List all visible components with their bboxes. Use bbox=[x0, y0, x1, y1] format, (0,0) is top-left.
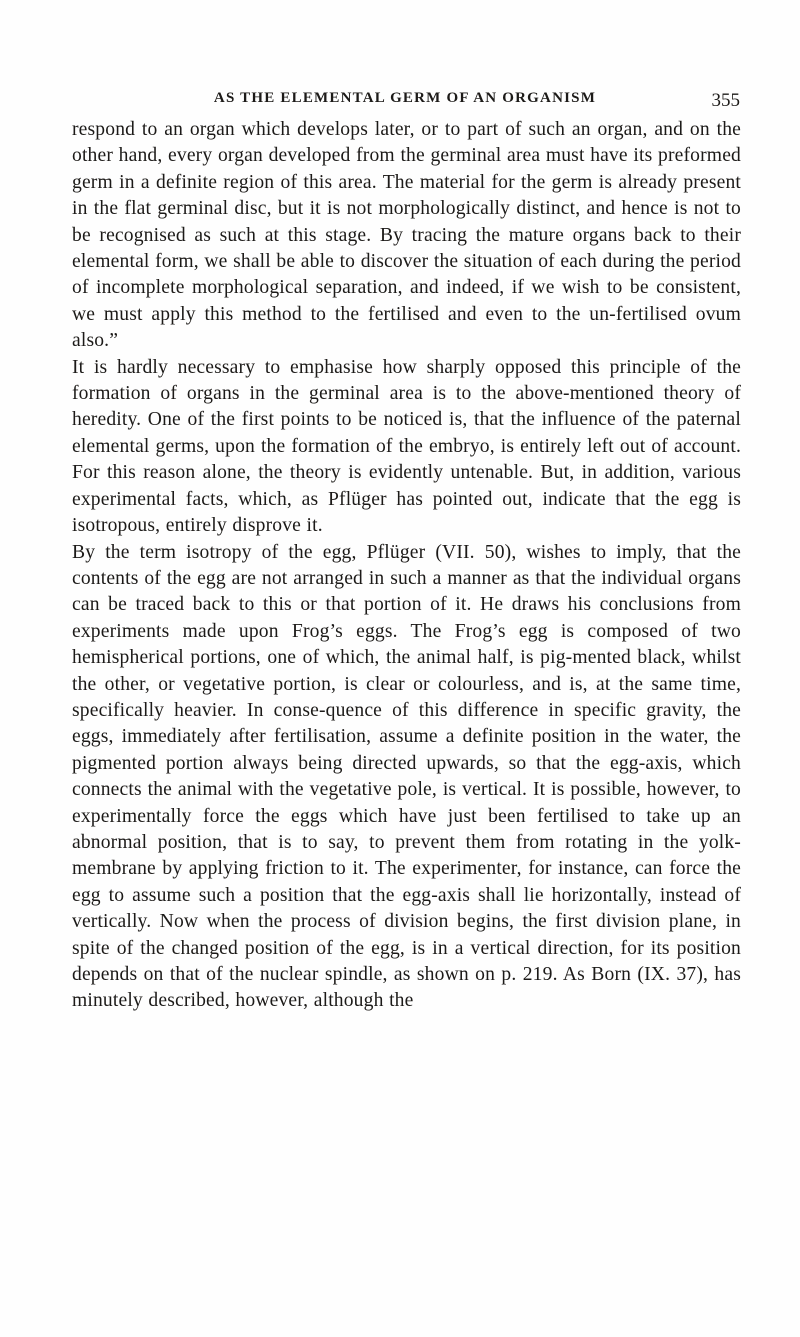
running-head bbox=[70, 90, 740, 114]
paragraph-isotropy-definition: By the term isotropy of the egg, Pflüger (VII. 50), wishes to imply, that the contents of the egg are not arranged in such a manner as that the individual organs can be traced back to this or that portion of it. He draws his conclusions from experiments made upon Frog’s eggs. The Frog’s egg is composed of two hemispherical portions, one of which, the animal half, is pig-mented black, whilst the other, or vegetative portion, is clear or colourless, and is, at the same time, specifically heavier. In conse-quence of this difference in specific gravity, the eggs, immediately after fertilisation, assume a definite position in the water, the pigmented portion always being directed upwards, so that the egg-axis, which connects the animal with the vegetative pole, is vertical. It is possible, however, to experimentally force the eggs which have just been fertilised to take up an abnormal position, that is to say, to prevent them from rotating in the yolk-membrane by applying friction to it. The experimenter, for instance, can force the egg to assume such a position that the egg-axis shall lie horizontally, instead of vertically. Now when the process of division begins, the first division plane, in spite of the changed position of the egg, is in a vertical direction, for its position depends on that of the nuclear spindle, as shown on p. 219. As Born (IX. 37), has minutely described, however, although the bbox=[72, 541, 741, 1012]
body-text bbox=[72, 117, 741, 1015]
paragraph-continued: respond to an organ which develops later, or to part of such an organ, and on the other hand, every organ developed from the germinal area must have its preformed germ in a definite region of this area. The material for the germ is already present in the flat germinal disc, but it is not morphologically distinct, and hence is not to be recognised as such at this stage. By tracing the mature organs back to their elemental form, we shall be able to discover the situation of each during the period of incomplete morphological separation, and indeed, if we wish to be consistent, we must apply this method to the fertilised and even to the un-fertilised ovum also.” bbox=[72, 119, 741, 352]
paragraph-isotropy-intro: It is hardly necessary to emphasise how sharply opposed this principle of the formation of organs in the germinal area is to the above-mentioned theory of heredity. One of the first points to be noticed is, that the influence of the paternal elemental germs, upon the formation of the embryo, is entirely left out of account. For this reason alone, the theory is evidently untenable. But, in addition, various experimental facts, which, as Pflüger has pointed out, indicate that the egg is isotropous, entirely disprove it. bbox=[72, 356, 741, 537]
page-number: 355 bbox=[711, 90, 740, 111]
running-title: AS THE ELEMENTAL GERM OF AN ORGANISM bbox=[213, 90, 597, 106]
